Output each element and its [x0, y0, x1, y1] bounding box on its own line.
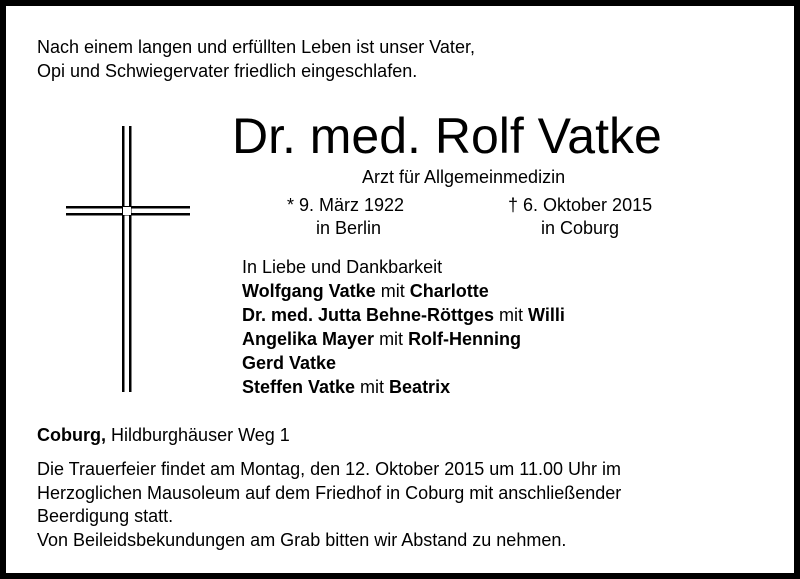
- mourner-connector: mit: [494, 305, 529, 325]
- mourner-partner: Willi: [528, 305, 565, 325]
- family-address: [37, 423, 290, 447]
- notice-line-4: Von Beileidsbekundungen am Grab bitten wir Abstand zu nehmen.: [37, 529, 567, 550]
- birth-date: * 9. März 1922: [287, 195, 405, 215]
- mourners-heading: In Liebe und Dankbarkeit: [242, 257, 443, 277]
- notice-line-2: Herzoglichen Mausoleum auf dem Friedhof in Coburg mit anschließender: [37, 482, 622, 503]
- mourner-row: [242, 303, 565, 327]
- mourner-partner: Beatrix: [389, 377, 451, 397]
- death-place: in Coburg: [541, 218, 620, 238]
- mourner-row: [242, 327, 565, 351]
- notice-line-1: Die Trauerfeier findet am Montag, den 12. Oktober 2015 um 11.00 Uhr im: [37, 459, 621, 479]
- address-city: Coburg,: [37, 425, 106, 445]
- deceased-name: Dr. med. Rolf Vatke: [232, 108, 662, 164]
- mourner-name: Steffen Vatke: [242, 377, 356, 397]
- mourner-name: Wolfgang Vatke: [242, 281, 376, 301]
- notice-line-3: Beerdigung statt.: [37, 506, 174, 526]
- intro-text: [37, 35, 475, 83]
- mourner-row: [242, 375, 565, 399]
- mourner-partner: Charlotte: [409, 281, 489, 301]
- birth-place: in Berlin: [316, 218, 382, 238]
- intro-line-2: Opi und Schwiegervater friedlich eingeschlafen.: [37, 61, 418, 81]
- mourners-list: [242, 255, 565, 399]
- mourner-name: Dr. med. Jutta Behne-Röttges: [242, 305, 495, 325]
- mourner-name: Angelika Mayer: [242, 329, 375, 349]
- intro-line-1: Nach einem langen und erfüllten Leben ist unser Vater,: [37, 37, 475, 57]
- death-date: † 6. Oktober 2015: [508, 195, 653, 215]
- funeral-notice: [37, 457, 621, 551]
- mourner-connector: mit: [374, 329, 409, 349]
- mourner-name: Gerd Vatke: [242, 353, 337, 373]
- mourner-row: [242, 279, 565, 303]
- mourner-connector: mit: [355, 377, 390, 397]
- address-street: Hildburghäuser Weg 1: [106, 425, 290, 445]
- mourner-row: [242, 351, 565, 375]
- mourner-partner: Rolf-Henning: [408, 329, 522, 349]
- cross-icon: [66, 126, 190, 392]
- deceased-profession: Arzt für Allgemeinmedizin: [362, 167, 566, 187]
- mourner-connector: mit: [375, 281, 410, 301]
